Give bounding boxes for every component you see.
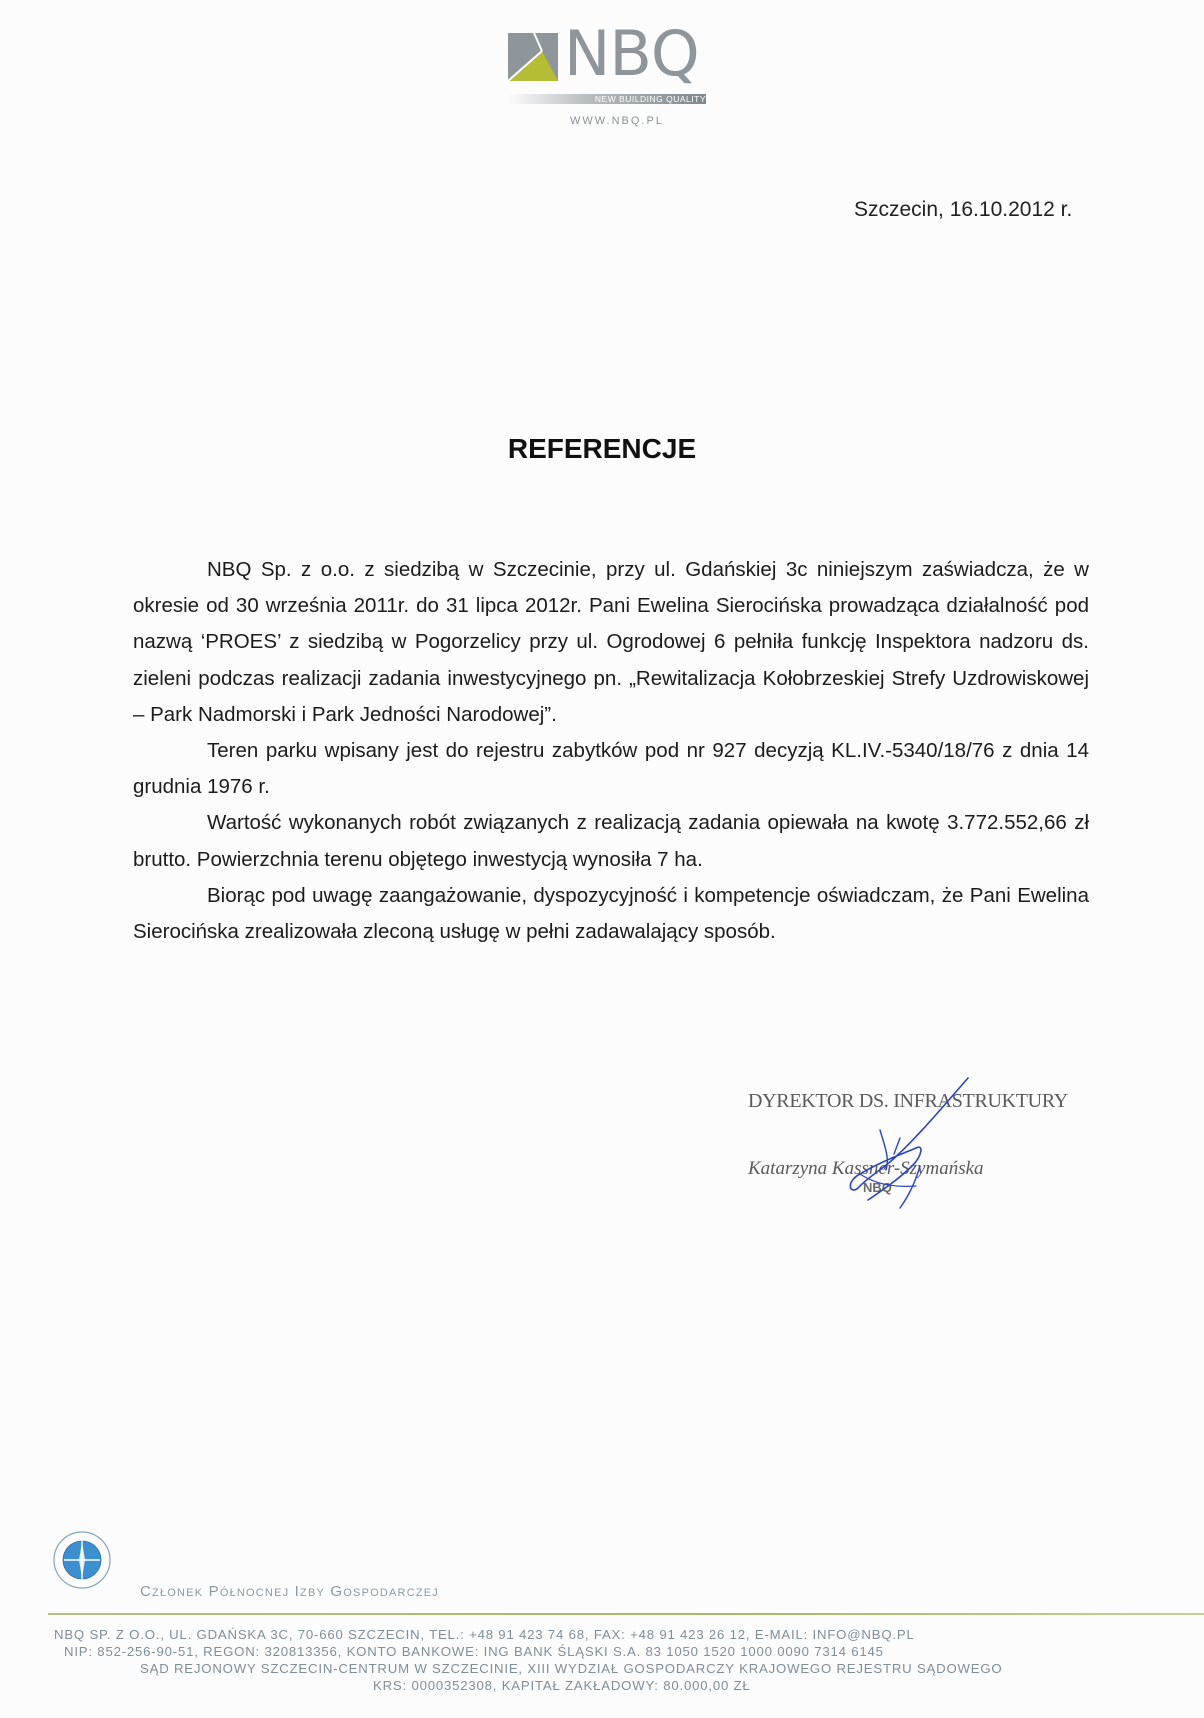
footer-address-contact: NBQ SP. Z O.O., UL. GDAŃSKA 3C, 70-660 SZCZECIN, TEL.: +48 91 423 74 68, FAX: +48 91 423 26 12, E-MAIL: INFO@NBQ.PL (54, 1627, 915, 1642)
paragraph-contract-value: Wartość wykonanych robót związanych z realizacją zadania opiewała na kwotę 3.772.552,66 zł brutto. Powierzchnia terenu objętego inwestycją wynosiła 7 ha. (133, 811, 1089, 871)
logo-wordmark: NBQ (564, 17, 699, 90)
paragraph-certification: NBQ Sp. z o.o. z siedzibą w Szczecinie, przy ul. Gdańskiej 3c niniejszym zaświadcza, że w okresie od 30 września 2011r. do 31 lipca 2012r. Pani Ewelina Sierocińska prowadząca działalność pod nazwą ‘PROES’ z siedzibą w Pogorzelicy przy ul. Ogrodowej 6 pełniła funkcję Inspektora nadzoru ds. zieleni podczas realizacji zadania inwestycyjnego pn. „Rewitalizacja Kołobrzeskiej Strefy Uzdrowiskowej – Park Nadmorski i Park Jedności Narodowej”. (133, 558, 1089, 726)
footer-court-register: SĄD REJONOWY SZCZECIN-CENTRUM W SZCZECINIE, XIII WYDZIAŁ GOSPODARCZY KRAJOWEGO REJESTRU SĄDOWEGO (140, 1661, 1003, 1676)
letter-body (133, 552, 1089, 950)
letter-date: Szczecin, 16.10.2012 r. (854, 198, 1073, 221)
company-website: WWW.NBQ.PL (570, 115, 664, 127)
logo-tagline: NEW BUILDING QUALITY (594, 94, 706, 104)
signatory-role-stamp: DYREKTOR DS. INFRASTRUKTURY (748, 1090, 1068, 1112)
company-logo (508, 17, 718, 127)
footer-divider (48, 1613, 1204, 1615)
footer-tax-bank: NIP: 852-256-90-51, REGON: 320813356, KONTO BANKOWE: ING BANK ŚLĄSKI S.A. 83 1050 1520 1000 0090 7314 6145 (64, 1644, 884, 1659)
footer-krs-capital: KRS: 0000352308, KAPITAŁ ZAKŁADOWY: 80.000,00 ZŁ (373, 1678, 751, 1693)
company-footer (40, 1626, 1204, 1694)
paragraph-conclusion: Biorąc pod uwagę zaangażowanie, dyspozycyjność i kompetencje oświadczam, że Pani Ewelina Sierocińska zrealizowała zleconą usługę w pełni zadawalający sposób. (133, 883, 1089, 944)
signatory-name-stamp: Katarzyna Kassner-Szymańska (748, 1158, 984, 1179)
document-title: REFERENCJE (507, 433, 697, 464)
signatory-company-stamp: NBQ (863, 1180, 892, 1195)
paragraph-monument-register: Teren parku wpisany jest do rejestru zabytków pod nr 927 decyzją KL.IV.-5340/18/76 z dnia 14 grudnia 1976 r. (133, 739, 1089, 799)
chamber-membership: Członek Północnej Izby Gospodarczej (140, 1583, 439, 1600)
handwritten-signature (820, 1070, 980, 1210)
chamber-seal-icon (52, 1530, 112, 1590)
logo-mark-icon (508, 33, 558, 81)
